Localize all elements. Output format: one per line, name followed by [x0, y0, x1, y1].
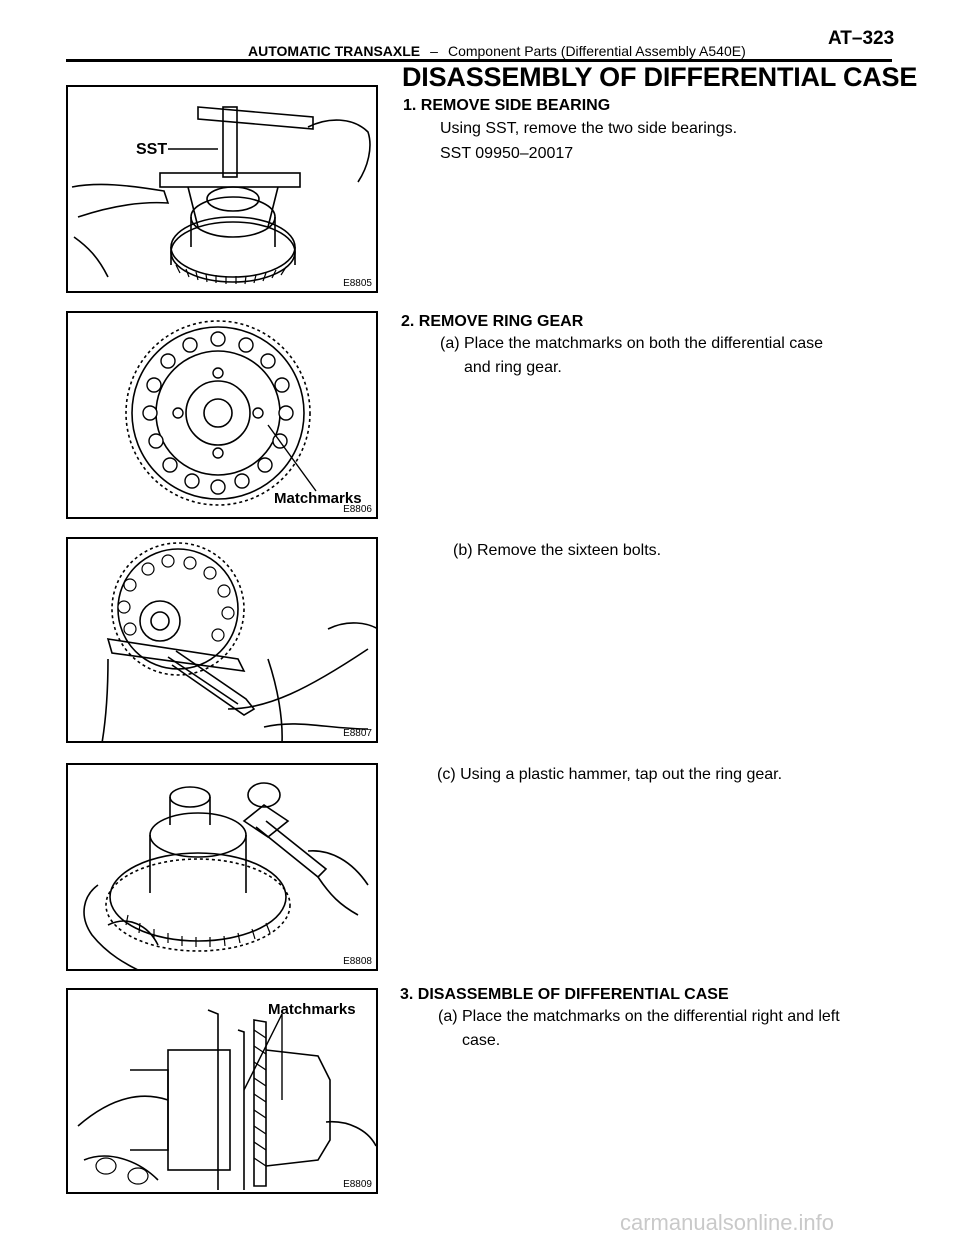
figure-plastic-hammer — [66, 763, 378, 971]
figure-1-code: E8805 — [343, 278, 372, 289]
page-number: AT–323 — [828, 28, 895, 49]
step-2-heading: 2. REMOVE RING GEAR — [401, 313, 584, 330]
watermark: carmanualsonline.info — [620, 1210, 835, 1235]
page-title: DISASSEMBLY OF DIFFERENTIAL CASE — [402, 62, 918, 92]
running-header — [248, 43, 746, 59]
figure-remove-bolts — [66, 537, 378, 743]
sst-puller-illustration — [68, 87, 378, 293]
figure-1-callout: SST — [136, 141, 168, 158]
header-subsection: Component Parts (Differential Assembly A540E) — [447, 43, 746, 59]
case-matchmarks-illustration — [68, 990, 378, 1194]
step-1-heading: 1. REMOVE SIDE BEARING — [403, 97, 611, 114]
figure-case-matchmarks — [66, 988, 378, 1194]
step-2a-line-1: (a) Place the matchmarks on both the differential case — [440, 335, 824, 352]
step-3a-line-2: case. — [462, 1032, 501, 1049]
step-2a-line-2: and ring gear. — [464, 359, 562, 376]
step-3a-line-1: (a) Place the matchmarks on the differential right and left — [438, 1008, 840, 1025]
step-2c-text: (c) Using a plastic hammer, tap out the ring gear. — [437, 766, 783, 783]
step-2b-text: (b) Remove the sixteen bolts. — [453, 542, 662, 559]
figure-5-callout: Matchmarks — [268, 1001, 356, 1018]
figure-2-callout: Matchmarks — [274, 490, 362, 507]
figure-ring-gear — [66, 311, 378, 519]
figure-3-code: E8807 — [343, 728, 372, 739]
step-3-heading: 3. DISASSEMBLE OF DIFFERENTIAL CASE — [400, 986, 729, 1003]
figure-5-code: E8809 — [343, 1179, 372, 1190]
figure-sst-puller — [66, 85, 378, 293]
figure-4-code: E8808 — [343, 956, 372, 967]
step-1-line-2: SST 09950–20017 — [440, 145, 574, 162]
header-separator: – — [430, 43, 438, 59]
plastic-hammer-illustration — [68, 765, 378, 971]
header-section: AUTOMATIC TRANSAXLE — [248, 43, 421, 59]
wrench-bolts-illustration — [68, 539, 378, 743]
ring-gear-illustration — [68, 313, 378, 519]
step-1-line-1: Using SST, remove the two side bearings. — [440, 120, 738, 137]
figure-2-code: E8806 — [343, 504, 372, 515]
